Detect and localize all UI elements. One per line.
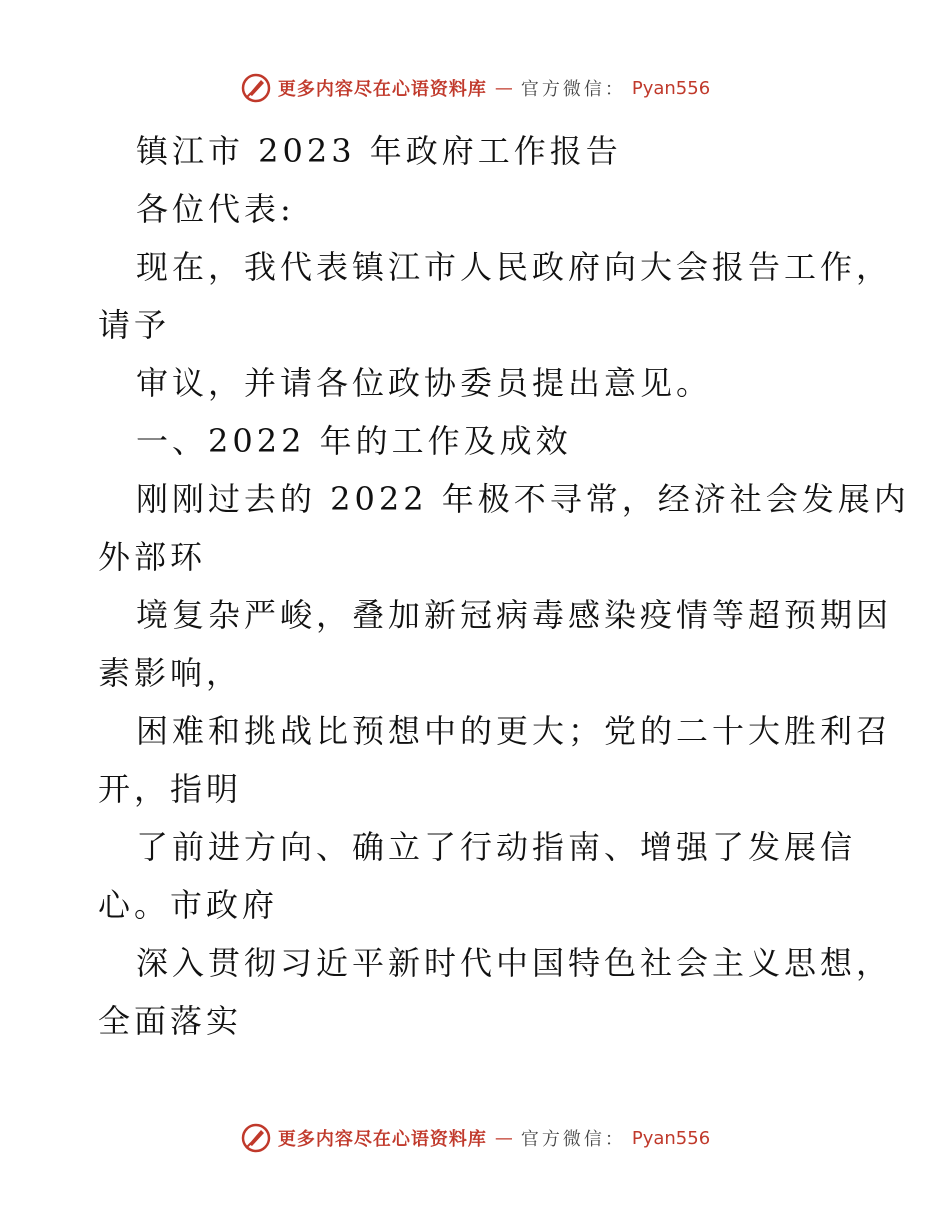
- document-line: 各位代表:: [136, 190, 295, 228]
- document-line: 深入贯彻习近平新时代中国特色社会主义思想，: [136, 944, 893, 982]
- watermark-brand: 更多内容尽在心语资料库: [277, 79, 487, 100]
- document-body: [98, 122, 910, 1050]
- document-line: 请予: [98, 306, 171, 344]
- watermark-official-label: 官方微信：: [520, 1129, 626, 1150]
- watermark-official-label: 官方微信：: [520, 79, 626, 100]
- watermark-wechat-id: Pyan556: [631, 77, 711, 99]
- watermark-dash: —: [494, 77, 513, 99]
- document-line: 外部环: [98, 538, 207, 576]
- quill-logo-icon: [240, 1122, 272, 1154]
- document-line: 现在，我代表镇江市人民政府向大会报告工作，: [136, 248, 893, 286]
- watermark-footer: [0, 1122, 950, 1154]
- watermark-brand: 更多内容尽在心语资料库: [277, 1129, 487, 1150]
- document-line: 境复杂严峻，叠加新冠病毒感染疫情等超预期因: [136, 596, 893, 634]
- document-line: 开，指明: [98, 770, 243, 808]
- watermark-wechat-id: Pyan556: [631, 1127, 711, 1149]
- document-line: 一、2022 年的工作及成效: [136, 422, 572, 460]
- document-line: 困难和挑战比预想中的更大；党的二十大胜利召: [136, 712, 893, 750]
- document-line: 心。市政府: [98, 886, 279, 924]
- document-line: 了前进方向、确立了行动指南、增强了发展信: [136, 828, 857, 866]
- document-line: 镇江市 2023 年政府工作报告: [136, 132, 622, 170]
- document-line: 素影响，: [98, 654, 243, 692]
- quill-logo-icon: [240, 72, 272, 104]
- watermark-dash: —: [494, 1127, 513, 1149]
- document-line: 刚刚过去的 2022 年极不寻常，经济社会发展内: [136, 480, 910, 518]
- document-line: 审议，并请各位政协委员提出意见。: [136, 364, 713, 402]
- document-line: 全面落实: [98, 1002, 243, 1040]
- watermark-header: [0, 72, 950, 104]
